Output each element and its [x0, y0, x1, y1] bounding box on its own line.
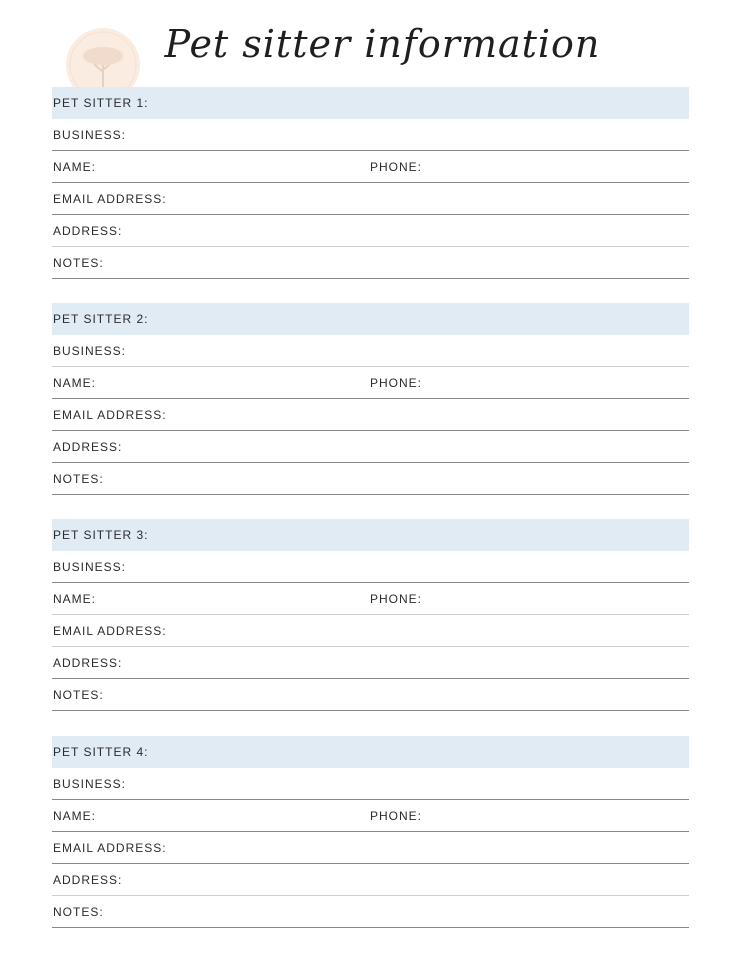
notes-field[interactable]	[52, 679, 689, 711]
phone-label: PHONE:	[370, 591, 423, 606]
notes-field[interactable]	[52, 247, 689, 279]
address-label: ADDRESS:	[53, 655, 123, 670]
address-label: ADDRESS:	[53, 439, 123, 454]
name-label: NAME:	[53, 591, 97, 606]
notes-label: NOTES:	[53, 687, 104, 702]
notes-label: NOTES:	[53, 255, 104, 270]
notes-label: NOTES:	[53, 904, 104, 919]
business-field[interactable]	[52, 335, 689, 367]
business-label: BUSINESS:	[53, 127, 127, 142]
email-label: EMAIL ADDRESS:	[53, 407, 167, 422]
address-field[interactable]	[52, 215, 689, 247]
business-label: BUSINESS:	[53, 343, 127, 358]
email-field[interactable]	[52, 615, 689, 647]
pet-sitter-section-4	[52, 736, 689, 928]
business-label: BUSINESS:	[53, 776, 127, 791]
name-label: NAME:	[53, 159, 97, 174]
email-field[interactable]	[52, 399, 689, 431]
pet-sitter-section-3	[52, 519, 689, 711]
notes-field[interactable]	[52, 896, 689, 928]
pet-sitter-section-1	[52, 87, 689, 279]
phone-label: PHONE:	[370, 159, 423, 174]
section-header: PET SITTER 3:	[52, 519, 689, 551]
name-phone-field[interactable]	[52, 367, 689, 399]
business-field[interactable]	[52, 768, 689, 800]
address-label: ADDRESS:	[53, 223, 123, 238]
name-phone-field[interactable]	[52, 151, 689, 183]
name-label: NAME:	[53, 375, 97, 390]
name-label: NAME:	[53, 808, 97, 823]
email-field[interactable]	[52, 832, 689, 864]
address-field[interactable]	[52, 864, 689, 896]
phone-label: PHONE:	[370, 808, 423, 823]
notes-label: NOTES:	[53, 471, 104, 486]
business-field[interactable]	[52, 551, 689, 583]
pet-sitter-section-2	[52, 303, 689, 495]
phone-label: PHONE:	[370, 375, 423, 390]
section-header: PET SITTER 2:	[52, 303, 689, 335]
email-field[interactable]	[52, 183, 689, 215]
section-header: PET SITTER 4:	[52, 736, 689, 768]
email-label: EMAIL ADDRESS:	[53, 840, 167, 855]
name-phone-field[interactable]	[52, 583, 689, 615]
business-field[interactable]	[52, 119, 689, 151]
page-title: Pet sitter information	[164, 22, 601, 66]
address-field[interactable]	[52, 431, 689, 463]
name-phone-field[interactable]	[52, 800, 689, 832]
address-field[interactable]	[52, 647, 689, 679]
email-label: EMAIL ADDRESS:	[53, 623, 167, 638]
address-label: ADDRESS:	[53, 872, 123, 887]
notes-field[interactable]	[52, 463, 689, 495]
section-header: PET SITTER 1:	[52, 87, 689, 119]
business-label: BUSINESS:	[53, 559, 127, 574]
email-label: EMAIL ADDRESS:	[53, 191, 167, 206]
